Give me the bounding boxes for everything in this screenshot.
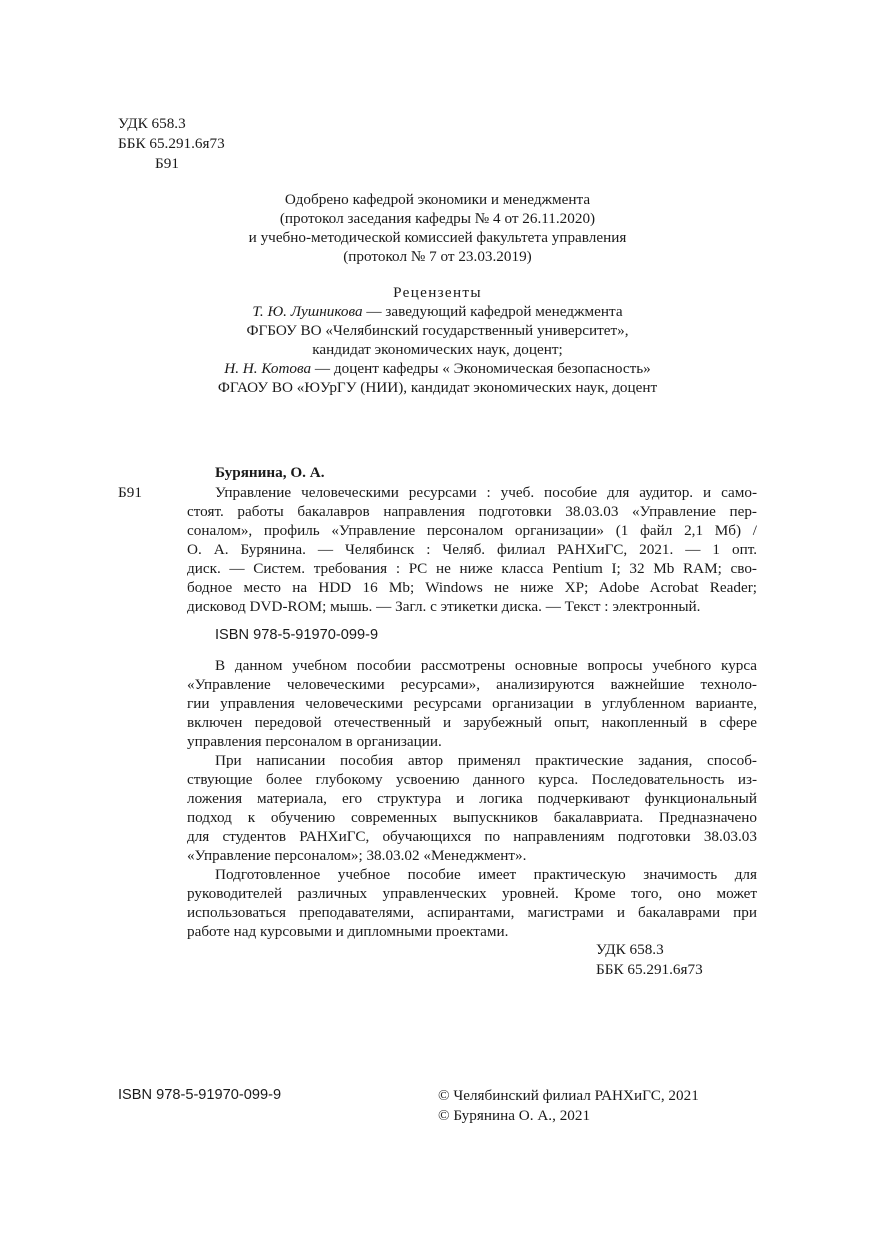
biblio-line: О. А. Бурянина. — Челябинск : Челяб. филиал РАНХиГС, 2021. — 1 опт. xyxy=(187,541,757,558)
reviewer-1-name: Т. Ю. Лушникова xyxy=(252,303,363,320)
biblio-line: бодное место на HDD 16 Mb; Windows не ниже XP; Adobe Acrobat Reader; xyxy=(187,579,757,596)
biblio-description xyxy=(187,483,757,616)
udk-code: УДК 658.3 xyxy=(118,115,186,132)
footer-copyright-author: © Бурянина О. А., 2021 xyxy=(438,1107,591,1124)
abstract-line: При написании пособия автор применял практические задания, способ- xyxy=(215,752,757,769)
abstract-line: «Управление человеческими ресурсами», анализируются важнейшие техноло- xyxy=(187,676,757,693)
abstract-line: использоваться преподавателями, аспирантами, магистрами и бакалаврами при xyxy=(187,904,757,921)
reviewer-1-degree: кандидат экономических наук, доцент; xyxy=(312,341,563,358)
reviewer-2-role: — доцент кафедры « Экономическая безопасность» xyxy=(311,360,651,377)
approval-line: и учебно-методической комиссией факультета управления xyxy=(248,229,627,246)
biblio-author-mark: Б91 xyxy=(118,484,142,501)
approval-block xyxy=(0,190,875,266)
abstract-line: включен передовой отечественный и зарубежный опыт, накопленный в сфере xyxy=(187,714,757,731)
biblio-line: дисковод DVD-ROM; мышь. — Загл. с этикетки диска. — Текст : электронный. xyxy=(187,598,701,615)
reviewer-2-name: Н. Н. Котова xyxy=(224,360,312,377)
approval-line: (протокол заседания кафедры № 4 от 26.11.2020) xyxy=(279,210,596,227)
abstract-line: Подготовленное учебное пособие имеет практическую значимость для xyxy=(215,866,757,883)
biblio-author: Бурянина, О. А. xyxy=(215,464,325,481)
abstract-line: В данном учебном пособии рассмотрены основные вопросы учебного курса xyxy=(215,657,757,674)
abstract-line: подход к обучению современных выпускников бакалавриата. Предназначено xyxy=(187,809,757,826)
reviewers-title: Рецензенты xyxy=(393,284,482,301)
biblio-line: Управление человеческими ресурсами : учеб. пособие для аудитор. и само- xyxy=(215,484,757,501)
reviewers-block xyxy=(0,283,875,397)
abstract-line: гии управления человеческими ресурсами организации в углубленном варианте, xyxy=(187,695,757,712)
reviewer-2 xyxy=(0,359,875,378)
footer-copyright-branch: © Челябинский филиал РАНХиГС, 2021 xyxy=(438,1087,699,1104)
index-udk: УДК 658.3 xyxy=(596,941,664,958)
abstract-line: ложения материала, его структура и логика подчеркивают функциональный xyxy=(187,790,757,807)
footer-isbn: ISBN 978-5-91970-099-9 xyxy=(118,1087,282,1103)
approval-line: (протокол № 7 от 23.03.2019) xyxy=(343,248,532,265)
abstract-line: для студентов РАНХиГС, обучающихся по направлениям подготовки 38.03.03 xyxy=(187,828,757,845)
approval-line: Одобрено кафедрой экономики и менеджмента xyxy=(284,191,591,208)
author-mark: Б91 xyxy=(155,155,179,172)
abstract-line: управления персоналом в организации. xyxy=(187,733,442,750)
reviewer-1-org: ФГБОУ ВО «Челябинский государственный университет», xyxy=(246,322,629,339)
index-bbk: ББК 65.291.6я73 xyxy=(596,961,703,978)
abstract-line: ствующие более глубокому усвоению данного курса. Последовательность из- xyxy=(187,771,757,788)
abstract xyxy=(187,656,757,941)
abstract-line: руководителей различных управленческих уровней. Кроме того, оно может xyxy=(187,885,757,902)
reviewer-1 xyxy=(0,302,875,321)
reviewer-2-org: ФГАОУ ВО «ЮУрГУ (НИИ), кандидат экономических наук, доцент xyxy=(217,379,658,396)
biblio-line: стоят. работы бакалавров направления подготовки 38.03.03 «Управление пер- xyxy=(187,503,757,520)
biblio-isbn: ISBN 978-5-91970-099-9 xyxy=(215,627,379,643)
biblio-line: диск. — Систем. требования : PC не ниже класса Pentium I; 32 Mb RAM; сво- xyxy=(187,560,757,577)
abstract-line: «Управление персоналом»; 38.03.02 «Менеджмент». xyxy=(187,847,527,864)
biblio-line: соналом», профиль «Управление персоналом организации» (1 файл 2,1 Мб) / xyxy=(187,522,757,539)
bbk-code: ББК 65.291.6я73 xyxy=(118,135,225,152)
reviewer-1-role: — заведующий кафедрой менеджмента xyxy=(362,303,623,320)
abstract-line: работе над курсовыми и дипломными проектами. xyxy=(187,923,509,940)
